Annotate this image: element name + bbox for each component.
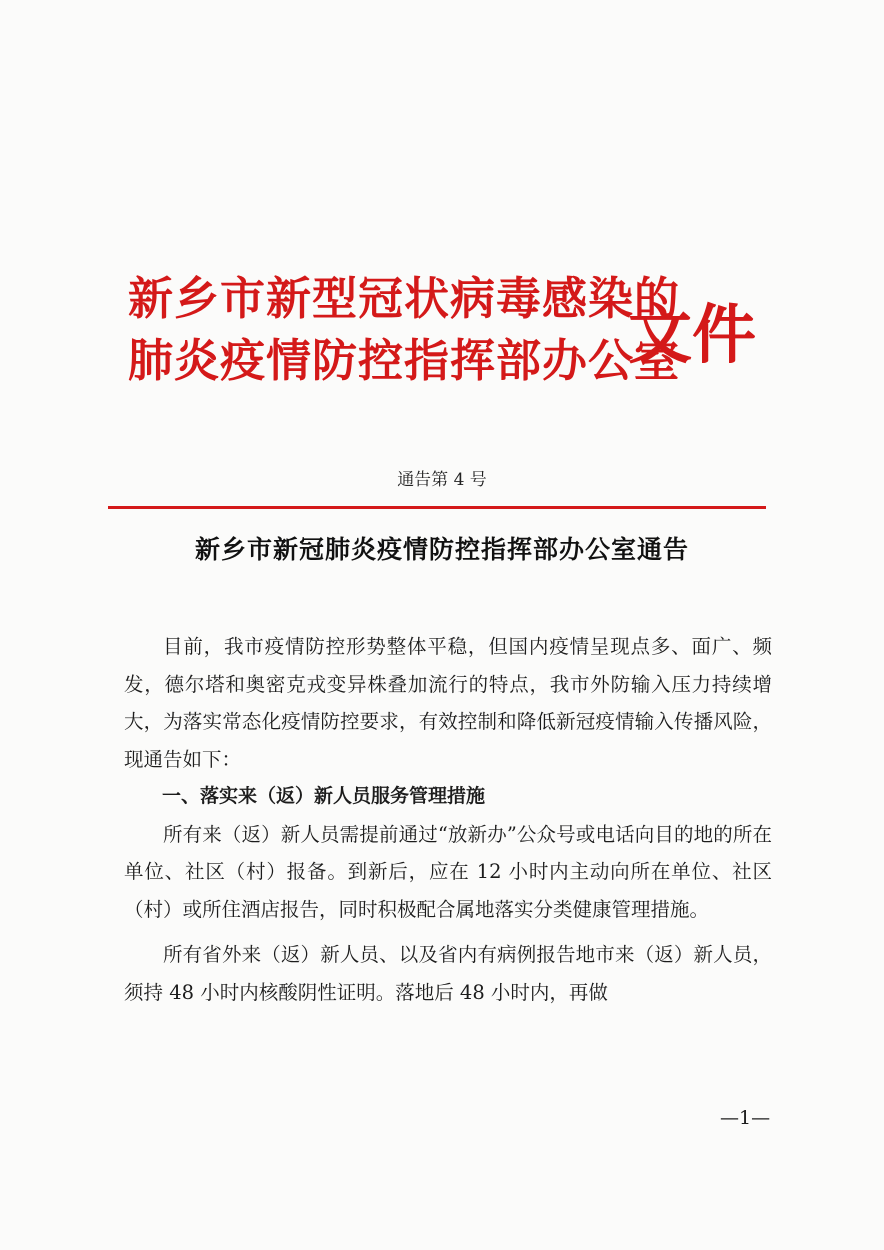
document-number: 通告第 4 号: [397, 470, 487, 490]
header-document-label: 文件: [628, 298, 756, 373]
section-1-paragraph-2: 所有省外来（返）新人员、以及省内有病例报告地市来（返）新人员，须持 48 小时内核酸阴性证明。落地后 48 小时内，再做: [124, 943, 772, 1004]
header-line-2: 肺炎疫情防控指挥部办公室: [128, 334, 681, 387]
notice-body: [124, 628, 772, 1011]
red-divider-line: [108, 506, 766, 509]
document-header: [128, 268, 768, 408]
header-line-1: 新乡市新型冠状病毒感染的: [128, 272, 681, 325]
issuing-authority: [128, 268, 680, 392]
notice-title: 新乡市新冠肺炎疫情防控指挥部办公室通告: [194, 535, 689, 564]
intro-paragraph: 目前，我市疫情防控形势整体平稳，但国内疫情呈现点多、面广、频发，德尔塔和奥密克戎变异株叠加流行的特点，我市外防输入压力持续增大，为落实常态化疫情防控要求，有效控制和降低新冠疫情输入传播风险，现通告如下：: [124, 635, 772, 771]
section-1-paragraph-1: 所有来（返）新人员需提前通过“放新办”公众号或电话向目的地的所在单位、社区（村）报备。到新后，应在 12 小时内主动向所在单位、社区（村）或所住酒店报告，同时积极配合属地落实分类健康管理措施。: [124, 822, 772, 921]
page-number: —1—: [720, 1107, 771, 1129]
section-1-heading: 一、落实来（返）新人员服务管理措施: [162, 785, 486, 807]
